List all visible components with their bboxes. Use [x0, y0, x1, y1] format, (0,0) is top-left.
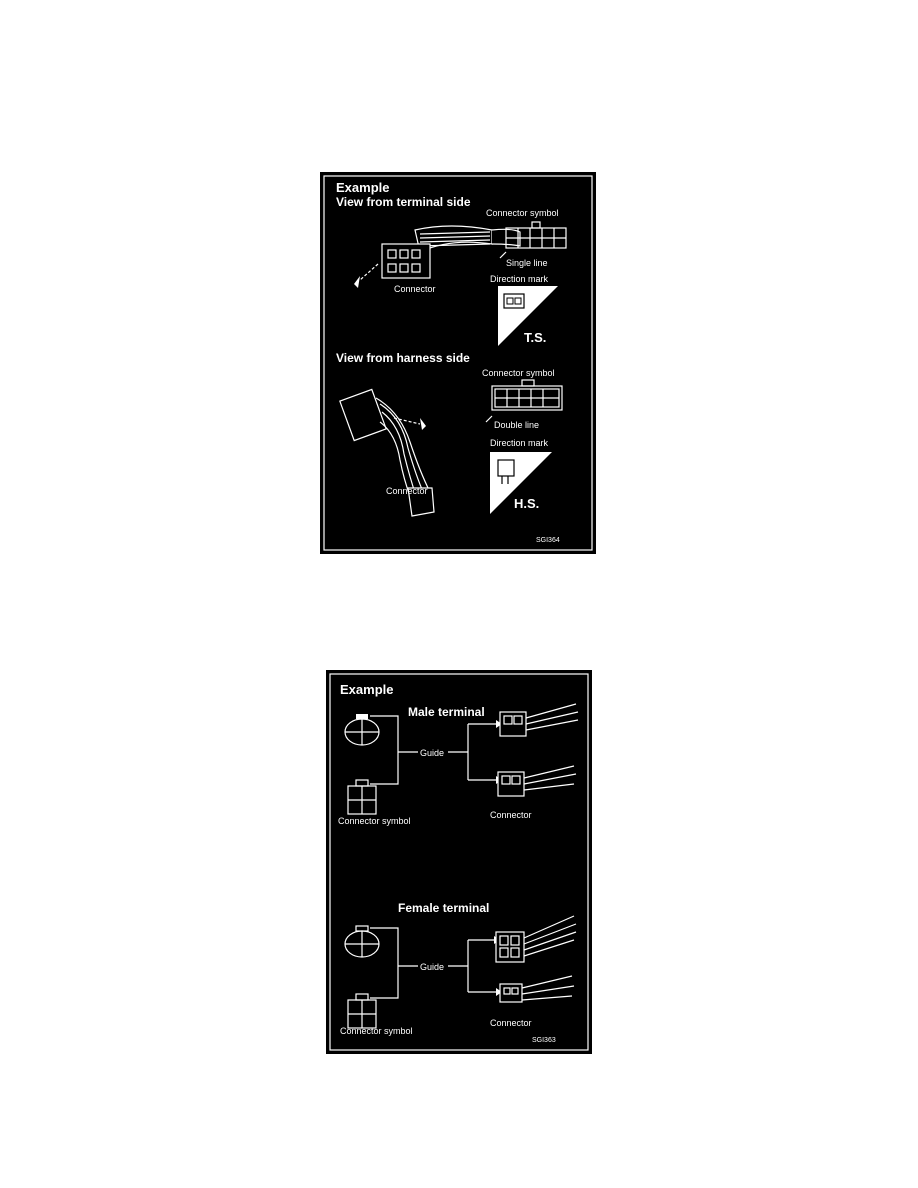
direction-mark-label-2: Direction mark	[490, 438, 549, 448]
figure-terminal-harness-side	[320, 172, 596, 554]
figure-male-female-terminal	[326, 670, 592, 1054]
double-line-connector-symbol	[486, 380, 562, 422]
male-connector-label: Connector	[490, 810, 532, 820]
single-line-label: Single line	[506, 258, 548, 268]
male-guide-label: Guide	[420, 748, 445, 758]
harness-side-title: View from harness side	[336, 351, 470, 365]
connector-symbol-label-2: Connector symbol	[482, 368, 555, 378]
female-terminal-title: Female terminal	[398, 901, 490, 915]
hs-mark: H.S.	[514, 496, 540, 511]
harness-side-connector-drawing	[340, 389, 434, 516]
female-connector-symbol-label: Connector symbol	[340, 1026, 413, 1036]
female-connector-drawings	[448, 916, 576, 1002]
connector-label-2: Connector	[386, 486, 428, 496]
connector-symbol-label-1: Connector symbol	[486, 208, 559, 218]
ts-mark: T.S.	[524, 330, 547, 345]
female-guide-label: Guide	[420, 962, 445, 972]
direction-mark-label-1: Direction mark	[490, 274, 549, 284]
figure-1-code: SGI364	[536, 537, 560, 544]
terminal-side-title: View from terminal side	[336, 195, 471, 209]
figure-2-frame	[330, 674, 588, 1050]
male-terminal-title: Male terminal	[408, 705, 485, 719]
figure-1-diagram	[320, 172, 596, 554]
female-connector-label: Connector	[490, 1018, 532, 1028]
figure-2-code: SGI363	[532, 1037, 556, 1044]
male-connector-symbols	[345, 714, 418, 814]
figure-1-heading: Example	[336, 180, 390, 195]
figure-2-diagram	[326, 670, 592, 1054]
female-connector-symbols	[345, 926, 418, 1028]
double-line-label: Double line	[494, 420, 540, 430]
connector-label-1: Connector	[394, 284, 436, 294]
male-connector-symbol-label: Connector symbol	[338, 816, 411, 826]
figure-2-heading: Example	[340, 682, 394, 697]
